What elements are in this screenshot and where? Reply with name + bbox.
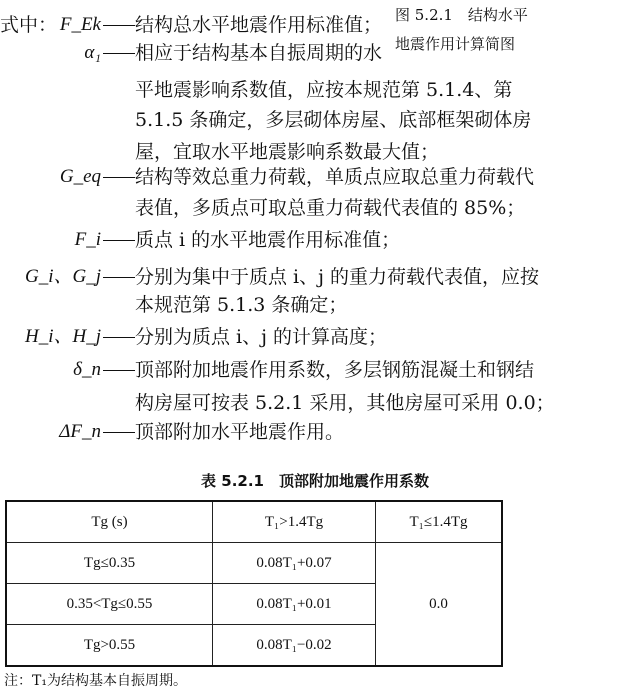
definition-symbol <box>60 165 135 189</box>
definition-text-line: 5.1.5 条确定，多层砌体房屋、底部框架砌体房 <box>135 109 532 131</box>
symbol-text: H_i、H_j <box>24 326 101 347</box>
definition-symbol <box>75 228 135 252</box>
figure-caption-line-2: 地震作用计算简图 <box>395 35 516 53</box>
definition-text-line: 分别为质点 i、j 的计算高度； <box>135 326 388 348</box>
symbol-text: G_eq <box>59 166 101 187</box>
em-dash-separator <box>103 432 135 433</box>
figure-caption-line-1: 图 5.2.1 结构水平 <box>395 6 528 24</box>
symbol-text: α₁ <box>84 42 101 63</box>
em-dash-separator <box>103 337 135 338</box>
em-dash-separator <box>103 370 135 371</box>
definition-text-line: 质点 i 的水平地震作用标准值； <box>135 229 401 251</box>
definition-text-line: 相应于结构基本自振周期的水 <box>135 42 383 64</box>
symbol-text: ΔF_n <box>59 421 101 442</box>
definition-text-line: 平地震影响系数值，应按本规范第 5.1.4、第 <box>135 79 513 101</box>
merged-cell: 0.0 <box>376 543 503 667</box>
table-title: 表 5.2.1 顶部附加地震作用系数 <box>201 472 429 490</box>
definition-text-line: 分别为集中于质点 i、j 的重力荷载代表值，应按 <box>135 266 540 288</box>
table-cell: Tg>0.55 <box>6 625 213 667</box>
definition-text-line: 本规范第 5.1.3 条确定； <box>135 294 348 316</box>
table-cell: 0.08T₁+0.07 <box>213 543 376 584</box>
header-cell: T₁>1.4Tg <box>213 501 376 543</box>
table-cell: Tg≤0.35 <box>6 543 213 584</box>
definition-symbol <box>25 265 135 289</box>
table-note: 注：T₁为结构基本自振周期。 <box>4 673 187 689</box>
coefficient-table <box>5 500 503 667</box>
symbol-text: F_Ek <box>59 14 101 35</box>
definition-text-line: 屋，宜取水平地震影响系数最大值； <box>135 141 440 163</box>
em-dash-separator <box>103 277 135 278</box>
em-dash-separator <box>103 53 135 54</box>
definition-symbol <box>60 13 135 37</box>
definition-symbol <box>59 420 135 444</box>
definition-text-line: 结构总水平地震作用标准值； <box>135 14 383 36</box>
table-header-row <box>6 501 502 543</box>
em-dash-separator <box>103 177 135 178</box>
symbol-text: δ_n <box>73 359 101 380</box>
definition-symbol <box>84 41 135 65</box>
table-cell: 0.35<Tg≤0.55 <box>6 584 213 625</box>
prefix-label: 式中： <box>0 14 58 36</box>
definition-symbol <box>73 358 135 382</box>
definition-text-line: 顶部附加水平地震作用。 <box>135 421 345 443</box>
header-cell: Tg (s) <box>6 501 213 543</box>
definition-text-line: 顶部附加地震作用系数，多层钢筋混凝土和钢结 <box>135 359 535 381</box>
header-cell: T₁≤1.4Tg <box>376 501 503 543</box>
definition-text-line: 表值，多质点可取总重力荷载代表值的 85%； <box>135 197 526 219</box>
table-cell: 0.08T₁+0.01 <box>213 584 376 625</box>
em-dash-separator <box>103 240 135 241</box>
symbol-text: F_i <box>74 229 101 250</box>
table-row <box>6 543 502 584</box>
definition-text-line: 构房屋可按表 5.2.1 采用，其他房屋可采用 0.0； <box>135 392 555 414</box>
symbol-text: G_i、G_j <box>24 266 101 287</box>
definition-symbol <box>25 325 135 349</box>
em-dash-separator <box>103 25 135 26</box>
table-cell: 0.08T₁−0.02 <box>213 625 376 667</box>
definition-text-line: 结构等效总重力荷载，单质点应取总重力荷载代 <box>135 166 535 188</box>
